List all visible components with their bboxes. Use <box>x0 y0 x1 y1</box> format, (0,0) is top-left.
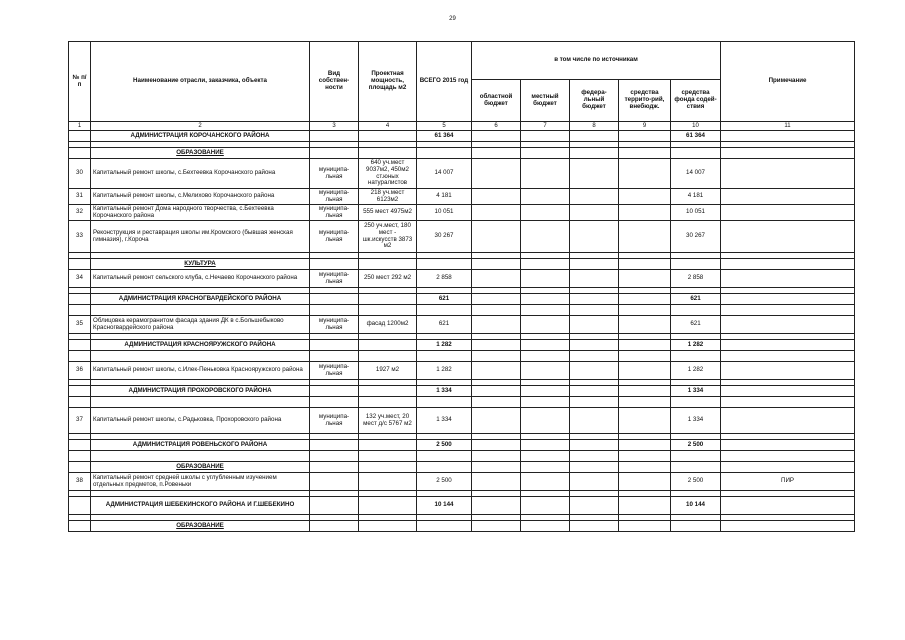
header-total: ВСЕГО 2015 год <box>417 42 472 122</box>
object-name: Капитальный ремонт Дома народного творчества, с.Бехтеевка Корочанского района <box>91 205 310 221</box>
administration-row <box>69 294 855 305</box>
header-regional: областной бюджет <box>472 80 521 122</box>
total-2015: 30 267 <box>417 221 472 253</box>
fund-amount: 10 051 <box>671 205 721 221</box>
object-name: Капитальный ремонт школы, с.Бехтеевка Корочанского района <box>91 159 310 189</box>
project-capacity: 555 мест 4975м2 <box>359 205 417 221</box>
table-row <box>69 159 855 189</box>
administration-row <box>69 340 855 351</box>
note <box>721 316 855 334</box>
fund-amount: 1 334 <box>671 408 721 434</box>
administration-row <box>69 386 855 397</box>
project-capacity: 132 уч.мест, 20 мест д/с 5767 м2 <box>359 408 417 434</box>
row-number: 36 <box>69 362 91 380</box>
table-row <box>69 316 855 334</box>
administration-total: 621 <box>417 294 472 305</box>
header-territorial: средства террито-рий, внебюдж. <box>619 80 671 122</box>
table-row <box>69 362 855 380</box>
administration-fund: 1 334 <box>671 386 721 397</box>
total-2015: 2 858 <box>417 270 472 288</box>
note: ПИР <box>721 473 855 491</box>
section-name: ОБРАЗОВАНИЕ <box>91 521 310 532</box>
project-capacity: 640 уч.мест 9037м2, 450м2 ст.юных натуралистов <box>359 159 417 189</box>
object-name: Реконструкция и реставрация школы им.Кромского (бывшая женская гимназия), г.Короча <box>91 221 310 253</box>
fund-amount: 2 858 <box>671 270 721 288</box>
column-number-row: 1 2 3 4 5 6 7 8 9 10 11 <box>69 122 855 131</box>
row-number: 30 <box>69 159 91 189</box>
total-2015: 14 007 <box>417 159 472 189</box>
ownership-type: муниципа-льная <box>310 205 359 221</box>
fund-amount: 621 <box>671 316 721 334</box>
administration-total: 1 334 <box>417 386 472 397</box>
row-number: 37 <box>69 408 91 434</box>
object-name: Капитальный ремонт сельского клуба, с.Нечаево Корочанского района <box>91 270 310 288</box>
project-capacity: фасад 1200м2 <box>359 316 417 334</box>
fund-amount: 4 181 <box>671 189 721 205</box>
fund-amount: 2 500 <box>671 473 721 491</box>
administration-total: 10 144 <box>417 497 472 515</box>
header-capacity: Проектная мощность, площадь м2 <box>359 42 417 122</box>
spacer-row <box>69 451 855 462</box>
section-row <box>69 521 855 532</box>
ownership-type: муниципа-льная <box>310 189 359 205</box>
ownership-type: муниципа-льная <box>310 270 359 288</box>
note <box>721 221 855 253</box>
note <box>721 270 855 288</box>
header-note: Примечание <box>721 42 855 122</box>
total-2015: 621 <box>417 316 472 334</box>
row-number: 34 <box>69 270 91 288</box>
spacer-row <box>69 305 855 316</box>
administration-fund: 2 500 <box>671 440 721 451</box>
object-name: Капитальный ремонт средней школы с углубленным изучением отдельных предметов, п.Ровеньки <box>91 473 310 491</box>
investment-table <box>68 41 855 532</box>
section-name: ОБРАЗОВАНИЕ <box>91 148 310 159</box>
administration-name: АДМИНИСТРАЦИЯ РОВЕНЬСКОГО РАЙОНА <box>91 440 310 451</box>
header-name: Наименование отрасли, заказчика, объекта <box>91 42 310 122</box>
fund-amount: 1 282 <box>671 362 721 380</box>
administration-row <box>69 440 855 451</box>
ownership-type: муниципа-льная <box>310 408 359 434</box>
page-number: 29 <box>449 16 456 22</box>
header-federal: федера-льный бюджет <box>570 80 619 122</box>
project-capacity: 1927 м2 <box>359 362 417 380</box>
note <box>721 189 855 205</box>
project-capacity: 218 уч.мест 6123м2 <box>359 189 417 205</box>
administration-name: АДМИНИСТРАЦИЯ КРАСНОЯРУЖСКОГО РАЙОНА <box>91 340 310 351</box>
header-no: № п/п <box>69 42 91 122</box>
total-2015: 10 051 <box>417 205 472 221</box>
administration-total: 61 364 <box>417 131 472 142</box>
section-row <box>69 259 855 270</box>
project-capacity: 250 мест 292 м2 <box>359 270 417 288</box>
table-row <box>69 205 855 221</box>
fund-amount: 30 267 <box>671 221 721 253</box>
ownership-type: муниципа-льная <box>310 159 359 189</box>
object-name: Капитальный ремонт школы, с.Радьковка, Прохоровского района <box>91 408 310 434</box>
object-name: Облицовка керамогранитом фасада здания ДК в с.Большебыково Красногвардейского района <box>91 316 310 334</box>
administration-total: 2 500 <box>417 440 472 451</box>
administration-name: АДМИНИСТРАЦИЯ ШЕБЕКИНСКОГО РАЙОНА И Г.ШЕБЕКИНО <box>91 497 310 515</box>
administration-name: АДМИНИСТРАЦИЯ КОРОЧАНСКОГО РАЙОНА <box>91 131 310 142</box>
table-row <box>69 473 855 491</box>
header-local: местный бюджет <box>521 80 570 122</box>
ownership-type <box>310 473 359 491</box>
note <box>721 362 855 380</box>
table-body <box>69 131 855 532</box>
ownership-type: муниципа-льная <box>310 221 359 253</box>
administration-fund: 621 <box>671 294 721 305</box>
section-name: ОБРАЗОВАНИЕ <box>91 462 310 473</box>
table-row <box>69 189 855 205</box>
administration-row <box>69 497 855 515</box>
project-capacity: 250 уч.мест, 180 мест - шк.искусств 3873 м2 <box>359 221 417 253</box>
row-number: 35 <box>69 316 91 334</box>
table-row <box>69 221 855 253</box>
row-number: 38 <box>69 473 91 491</box>
section-row <box>69 462 855 473</box>
table-row <box>69 270 855 288</box>
fund-amount: 14 007 <box>671 159 721 189</box>
header-sources-group: в том числе по источникам <box>472 42 721 80</box>
administration-name: АДМИНИСТРАЦИЯ КРАСНОГВАРДЕЙСКОГО РАЙОНА <box>91 294 310 305</box>
total-2015: 1 334 <box>417 408 472 434</box>
note <box>721 159 855 189</box>
administration-name: АДМИНИСТРАЦИЯ ПРОХОРОВСКОГО РАЙОНА <box>91 386 310 397</box>
administration-fund: 1 282 <box>671 340 721 351</box>
section-row <box>69 148 855 159</box>
header-ownership: Вид собствен-ности <box>310 42 359 122</box>
object-name: Капитальный ремонт школы, с.Мелихово Корочанского района <box>91 189 310 205</box>
administration-row <box>69 131 855 142</box>
header-fund: средства фонда содей-ствия <box>671 80 721 122</box>
administration-fund: 10 144 <box>671 497 721 515</box>
administration-total: 1 282 <box>417 340 472 351</box>
ownership-type: муниципа-льная <box>310 316 359 334</box>
note <box>721 205 855 221</box>
administration-fund: 61 364 <box>671 131 721 142</box>
row-number: 31 <box>69 189 91 205</box>
table-row <box>69 408 855 434</box>
spacer-row <box>69 397 855 408</box>
section-name: КУЛЬТУРА <box>91 259 310 270</box>
row-number: 32 <box>69 205 91 221</box>
object-name: Капитальный ремонт школы, с.Илек-Пеньковка Краснояружского района <box>91 362 310 380</box>
spacer-row <box>69 351 855 362</box>
row-number: 33 <box>69 221 91 253</box>
project-capacity <box>359 473 417 491</box>
total-2015: 1 282 <box>417 362 472 380</box>
ownership-type: муниципа-льная <box>310 362 359 380</box>
note <box>721 408 855 434</box>
total-2015: 2 500 <box>417 473 472 491</box>
total-2015: 4 181 <box>417 189 472 205</box>
